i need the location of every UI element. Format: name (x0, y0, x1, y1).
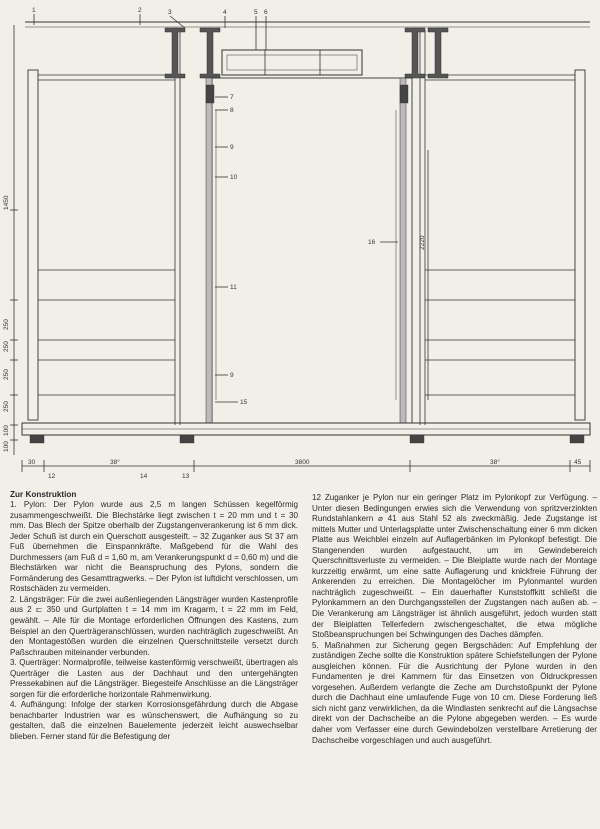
text-column-right (312, 493, 597, 746)
callout-15: 15 (240, 399, 248, 406)
dim-left-250a: 250 (3, 319, 10, 330)
dim-left-250c: 250 (3, 369, 10, 380)
dim-bottom-45: 45 (574, 459, 582, 466)
dim-left-100a: 100 (3, 425, 10, 436)
dim-bottom-38-right: 38° (490, 459, 500, 466)
paragraph-laengstraeger: 2. Längsträger: Für die zwei außenliegenden Längsträger wurden Kastenprofile aus 2 ⊏ 350 und Gurtplatten t = 14 mm im Kragarm, t = 22 mm im Feld, gewählt. – Alle für die Montage erforderlichen Öffnungen des Kastens, zum Beispiel an den Querträgeranschlüssen, wurden nachträglich zugeschweißt. An den Montagestößen wurden die einzelnen Querschnittsteile versetzt durch Paßschrauben miteinander verbunden. (10, 594, 298, 657)
dim-left-250b: 250 (3, 341, 10, 352)
callout-1: 1 (32, 7, 36, 14)
paragraph-bergschaeden: 5. Maßnahmen zur Sicherung gegen Bergschäden: Auf Empfehlung der zuständigen Zeche sollte die Konstruktion spätere Schiefstellungen der Pylone ausgleichen können. Für die Ausrichtung der Pylone wurden in den Fundamenten je drei Kammern für das Einsetzen von Öldruckpressen vorgesehen. Außerdem verlangte die Zeche am Durchstoßpunkt der Pylone durch die Dachhaut eine umlaufende Fuge von 10 cm. Diese Forderung ließ sich nicht ganz verwirklichen, da die Windlasten senkrecht auf die Längsachse direkt von der Dachscheibe an die Pylone abgegeben werden. – Es wurde daher vom Verfasser eine durch Gewindebolzen verstellbare Arretierung der Dachscheibe vorgeschlagen und auch ausgeführt. (312, 640, 597, 745)
dim-right-2220: 2220 (419, 235, 426, 250)
dim-bottom-3800: 3800 (295, 459, 310, 466)
dim-left-1450: 1450 (3, 195, 10, 210)
callout-13: 13 (182, 473, 190, 478)
paragraph-aufhaengung: 4. Aufhängung: Infolge der starken Korrosionsgefährdung durch die Abgase benachbarter Industrien war es wünschenswert, die Aufhängung so zu gestalten, daß die einzelnen Bauelemente jederzeit leicht auswechselbar blieben. Ferner stand für die Befestigung der (10, 700, 298, 742)
paragraph-zuganker: 12 Zuganker je Pylon nur ein geringer Platz im Pylonkopf zur Verfügung. – Unter diesen Bedingungen erwies sich die Verwendung von spritzverzinkten Rundstahlankern ⌀ 41 aus Stahl 52 als zweckmäßig. Jede Zugstange ist mittels Mutter und Unterlagsplatte unter Zwischenschaltung einer 6 mm dicken Platte aus Weichblei einzeln auf Auflagerbänken im Pylonkopf befestigt. Die Stangenenden wurden aufgestaucht, um im Gewindebereich Querschnittsverluste zu vermeiden. – Die Bleiplatte wurde nach der Montage kurzzeitig erwärmt, um eine satte Auflagerung und knickfreie Führung der Ankerenden zu erreichen. Die Montagelöcher im Pylonmantel wurden nachträglich zugeschweißt. – Ein dauerhafter Kunststoffkitt schließt die Pylonkammern an den Durchgangsstellen der Zugstangen nach außen ab. – Die Verankerung am Längsträger ist ähnlich ausgeführt, jedoch wurden statt der Bleiplatten Tellerfedern zwischengeschaltet, die etwa mögliche Stoßbeanspruchungen bei Schwingungen des Daches dämpfen. (312, 493, 597, 640)
text-column-left (10, 500, 298, 743)
callout-14: 14 (140, 473, 148, 478)
callout-6: 6 (264, 9, 268, 16)
callout-2: 2 (138, 7, 142, 14)
section-heading: Zur Konstruktion (10, 490, 77, 499)
callout-12: 12 (48, 473, 56, 478)
callout-4: 4 (223, 9, 227, 16)
paragraph-pylon: 1. Pylon: Der Pylon wurde aus 2,5 m langen Schüssen kegelförmig zusammengeschweißt. Die Blechstärke liegt zwischen t = 20 mm und t = 30 mm. Das Blech der Spitze oberhalb der Zugstangenverankerung ist 6 mm dick. Jeder Schuß ist durch ein Querschott ausgesteift. – 32 Zuganker aus St 37 am Fuß übernehmen die Einspannkräfte. Maßgebend für die Wahl des Durchmessers (am Fuß d = 1,60 m, am Verankerungspunkt d = 0,60 m) und die Blechstärken war nicht die Beanspruchung des Pylons, sondern die Formänderung des Gesamttragwerks. – Der Pylon ist luftdicht verschlossen, um Rostschäden zu vermeiden. (10, 500, 298, 594)
callout-3: 3 (168, 9, 172, 16)
callout-9: 9 (230, 144, 234, 151)
dim-left-250d: 250 (3, 401, 10, 412)
dim-bottom-38-left: 38° (110, 459, 120, 466)
paragraph-quertraeger: 3. Querträger: Normalprofile, teilweise kastenförmig verschweißt, übertragen als Querträger die Lasten aus der Dachhaut und den untergehängten Pressekabinen auf die Längsträger. Biegesteife Anschlüsse an die Längsträger sorgen für die erforderliche horizontale Rahmenwirkung. (10, 658, 298, 699)
callout-7: 7 (230, 94, 234, 101)
callout-16: 16 (368, 239, 376, 246)
callout-11: 11 (230, 284, 237, 291)
dim-left-100b: 100 (3, 441, 10, 452)
dim-bottom-30: 30 (28, 459, 36, 466)
callout-9b: 9 (230, 372, 234, 379)
callout-5: 5 (254, 9, 258, 16)
callout-8: 8 (230, 107, 234, 114)
callout-10: 10 (230, 174, 238, 181)
